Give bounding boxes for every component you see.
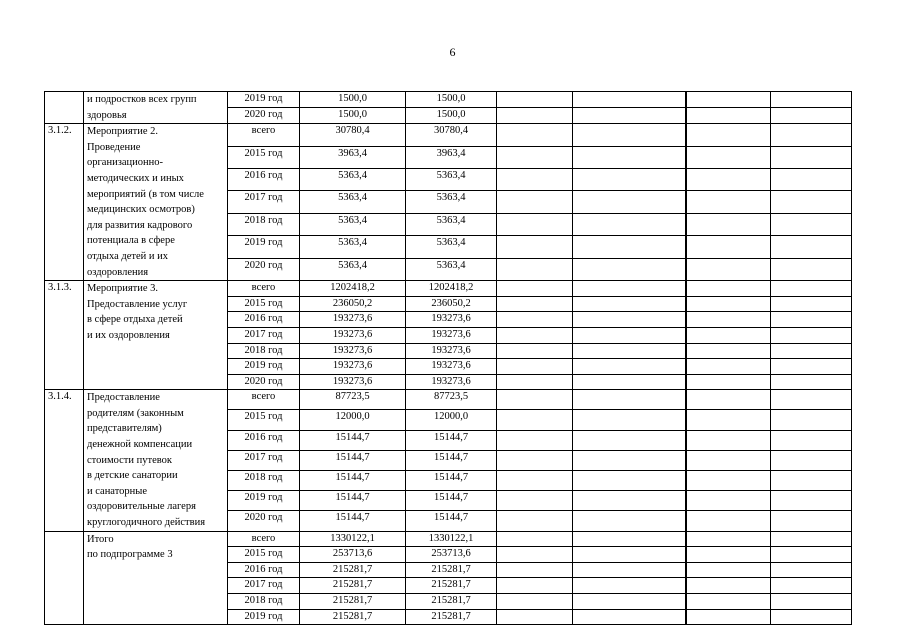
empty-cell <box>497 258 573 281</box>
budget-amount-cell: 193273,6 <box>406 343 497 359</box>
empty-cell <box>573 327 686 343</box>
empty-cell <box>771 547 852 563</box>
empty-cell <box>771 92 852 108</box>
empty-cell <box>573 390 686 410</box>
empty-cell <box>573 258 686 281</box>
year-cell: 2016 год <box>228 169 300 191</box>
budget-amount-cell: 15144,7 <box>406 450 497 470</box>
year-cell: 2018 год <box>228 213 300 235</box>
activity-name-line: потенциала в сфере <box>87 235 175 247</box>
total-amount-cell: 15144,7 <box>300 491 406 511</box>
budget-amount-cell: 3963,4 <box>406 146 497 168</box>
budget-amount-cell: 15144,7 <box>406 471 497 491</box>
table-row <box>45 390 852 410</box>
empty-cell <box>497 108 573 124</box>
year-cell: 2019 год <box>228 359 300 375</box>
total-amount-cell: 1500,0 <box>300 108 406 124</box>
empty-cell <box>573 594 686 610</box>
total-amount-cell: 193273,6 <box>300 374 406 390</box>
empty-cell <box>497 359 573 375</box>
empty-cell <box>573 124 686 146</box>
table-row <box>45 281 852 297</box>
row-number <box>45 531 84 625</box>
activity-name-line: оздоровления <box>87 266 149 278</box>
empty-cell <box>497 430 573 450</box>
empty-cell <box>687 213 771 235</box>
activity-name-line: Мероприятие 2. <box>87 126 159 138</box>
total-amount-cell: 12000,0 <box>300 410 406 430</box>
year-cell: 2020 год <box>228 258 300 281</box>
empty-cell <box>771 359 852 375</box>
empty-cell <box>573 471 686 491</box>
empty-cell <box>771 609 852 625</box>
activity-name-line: и их оздоровления <box>87 329 170 341</box>
empty-cell <box>573 511 686 531</box>
budget-amount-cell: 253713,6 <box>406 547 497 563</box>
activity-name <box>84 124 228 281</box>
year-cell: 2015 год <box>228 410 300 430</box>
empty-cell <box>687 108 771 124</box>
empty-cell <box>771 450 852 470</box>
activity-name-line: оздоровительные лагеря <box>87 501 196 513</box>
budget-amount-cell: 1330122,1 <box>406 531 497 547</box>
budget-amount-cell: 193273,6 <box>406 327 497 343</box>
activity-name-line: круглогодичного действия <box>87 517 206 529</box>
empty-cell <box>573 213 686 235</box>
empty-cell <box>573 296 686 312</box>
budget-amount-cell: 30780,4 <box>406 124 497 146</box>
empty-cell <box>497 511 573 531</box>
empty-cell <box>687 578 771 594</box>
year-cell: 2016 год <box>228 562 300 578</box>
empty-cell <box>497 327 573 343</box>
budget-amount-cell: 215281,7 <box>406 562 497 578</box>
empty-cell <box>771 312 852 328</box>
empty-cell <box>573 562 686 578</box>
year-cell: 2020 год <box>228 511 300 531</box>
total-amount-cell: 15144,7 <box>300 450 406 470</box>
empty-cell <box>771 281 852 297</box>
empty-cell <box>497 471 573 491</box>
empty-cell <box>497 169 573 191</box>
budget-amount-cell: 193273,6 <box>406 312 497 328</box>
empty-cell <box>573 531 686 547</box>
empty-cell <box>573 236 686 258</box>
empty-cell <box>687 281 771 297</box>
empty-cell <box>687 258 771 281</box>
empty-cell <box>573 191 686 213</box>
empty-cell <box>771 124 852 146</box>
empty-cell <box>497 410 573 430</box>
year-cell: 2016 год <box>228 430 300 450</box>
total-amount-cell: 5363,4 <box>300 258 406 281</box>
empty-cell <box>497 374 573 390</box>
activity-name <box>84 531 228 625</box>
empty-cell <box>497 281 573 297</box>
empty-cell <box>573 312 686 328</box>
activity-name-line: Предоставление <box>87 392 160 404</box>
total-amount-cell: 30780,4 <box>300 124 406 146</box>
year-cell: 2015 год <box>228 547 300 563</box>
empty-cell <box>771 491 852 511</box>
budget-amount-cell: 1202418,2 <box>406 281 497 297</box>
empty-cell <box>573 547 686 563</box>
empty-cell <box>573 281 686 297</box>
empty-cell <box>687 511 771 531</box>
empty-cell <box>687 374 771 390</box>
empty-cell <box>497 296 573 312</box>
year-cell: 2015 год <box>228 146 300 168</box>
total-amount-cell: 215281,7 <box>300 562 406 578</box>
empty-cell <box>687 531 771 547</box>
empty-cell <box>497 390 573 410</box>
empty-cell <box>687 471 771 491</box>
year-cell: 2017 год <box>228 191 300 213</box>
budget-amount-cell: 12000,0 <box>406 410 497 430</box>
empty-cell <box>497 531 573 547</box>
empty-cell <box>687 410 771 430</box>
empty-cell <box>687 327 771 343</box>
budget-table <box>44 91 852 625</box>
activity-name <box>84 390 228 531</box>
budget-amount-cell: 215281,7 <box>406 578 497 594</box>
empty-cell <box>573 343 686 359</box>
activity-name-line: организационно- <box>87 157 163 169</box>
empty-cell <box>687 430 771 450</box>
budget-amount-cell: 1500,0 <box>406 108 497 124</box>
budget-amount-cell: 5363,4 <box>406 169 497 191</box>
empty-cell <box>771 343 852 359</box>
empty-cell <box>687 191 771 213</box>
empty-cell <box>771 213 852 235</box>
budget-amount-cell: 236050,2 <box>406 296 497 312</box>
year-cell: 2020 год <box>228 374 300 390</box>
empty-cell <box>771 374 852 390</box>
empty-cell <box>497 343 573 359</box>
year-cell: 2018 год <box>228 594 300 610</box>
empty-cell <box>771 594 852 610</box>
budget-amount-cell: 193273,6 <box>406 374 497 390</box>
table-row <box>45 531 852 547</box>
table-row <box>45 124 852 146</box>
empty-cell <box>771 258 852 281</box>
total-amount-cell: 5363,4 <box>300 191 406 213</box>
empty-cell <box>497 450 573 470</box>
year-cell: 2018 год <box>228 471 300 491</box>
activity-name-line: для развития кадрового <box>87 219 193 231</box>
activity-name <box>84 281 228 390</box>
table-row <box>45 92 852 108</box>
empty-cell <box>573 169 686 191</box>
year-cell: 2020 год <box>228 108 300 124</box>
total-amount-cell: 15144,7 <box>300 471 406 491</box>
row-number: 3.1.4. <box>45 390 84 531</box>
total-amount-cell: 15144,7 <box>300 430 406 450</box>
empty-cell <box>771 327 852 343</box>
empty-cell <box>687 390 771 410</box>
activity-name-line: отдыха детей и их <box>87 250 168 262</box>
budget-amount-cell: 5363,4 <box>406 213 497 235</box>
empty-cell <box>497 491 573 511</box>
activity-name-line: мероприятий (в том числе <box>87 188 204 200</box>
empty-cell <box>687 491 771 511</box>
empty-cell <box>497 547 573 563</box>
total-amount-cell: 215281,7 <box>300 578 406 594</box>
total-amount-cell: 215281,7 <box>300 609 406 625</box>
empty-cell <box>687 359 771 375</box>
empty-cell <box>573 609 686 625</box>
empty-cell <box>687 124 771 146</box>
total-amount-cell: 193273,6 <box>300 327 406 343</box>
row-number: 3.1.2. <box>45 124 84 281</box>
empty-cell <box>771 562 852 578</box>
total-amount-cell: 5363,4 <box>300 213 406 235</box>
budget-amount-cell: 193273,6 <box>406 359 497 375</box>
activity-name-line: методических и иных <box>87 172 184 184</box>
empty-cell <box>497 312 573 328</box>
activity-name-line: по подпрограмме 3 <box>87 549 173 561</box>
empty-cell <box>687 236 771 258</box>
activity-name-line: Предоставление услуг <box>87 298 188 310</box>
empty-cell <box>771 410 852 430</box>
empty-cell <box>687 450 771 470</box>
empty-cell <box>687 169 771 191</box>
activity-name-line: Итого <box>87 533 114 545</box>
empty-cell <box>771 390 852 410</box>
budget-amount-cell: 15144,7 <box>406 491 497 511</box>
empty-cell <box>687 547 771 563</box>
page-number: 6 <box>449 45 456 59</box>
empty-cell <box>771 169 852 191</box>
activity-name-line: денежной компенсации <box>87 439 193 451</box>
year-cell: 2016 год <box>228 312 300 328</box>
empty-cell <box>497 213 573 235</box>
empty-cell <box>687 92 771 108</box>
total-amount-cell: 3963,4 <box>300 146 406 168</box>
empty-cell <box>771 511 852 531</box>
activity-name-line: стоимости путевок <box>87 454 172 466</box>
empty-cell <box>573 410 686 430</box>
year-cell: 2017 год <box>228 327 300 343</box>
empty-cell <box>573 359 686 375</box>
year-cell: 2018 год <box>228 343 300 359</box>
row-number: 3.1.3. <box>45 281 84 390</box>
total-amount-cell: 1202418,2 <box>300 281 406 297</box>
total-amount-cell: 1500,0 <box>300 92 406 108</box>
empty-cell <box>771 531 852 547</box>
empty-cell <box>497 562 573 578</box>
empty-cell <box>771 471 852 491</box>
budget-amount-cell: 87723,5 <box>406 390 497 410</box>
activity-name-line: Проведение <box>87 141 141 153</box>
year-cell: всего <box>228 124 300 146</box>
row-number <box>45 92 84 124</box>
empty-cell <box>687 594 771 610</box>
year-cell: 2019 год <box>228 92 300 108</box>
empty-cell <box>771 146 852 168</box>
empty-cell <box>687 562 771 578</box>
activity-name-line: представителям) <box>87 423 162 435</box>
empty-cell <box>497 594 573 610</box>
activity-name-line: в детские санатории <box>87 470 178 482</box>
total-amount-cell: 215281,7 <box>300 594 406 610</box>
activity-name-line: родителям (законным <box>87 407 184 419</box>
total-amount-cell: 253713,6 <box>300 547 406 563</box>
empty-cell <box>687 296 771 312</box>
activity-name-line: медицинских осмотров) <box>87 204 195 216</box>
activity-name-line: и санаторные <box>87 485 147 497</box>
year-cell: 2017 год <box>228 450 300 470</box>
total-amount-cell: 87723,5 <box>300 390 406 410</box>
activity-name-line: здоровья <box>87 109 127 121</box>
budget-amount-cell: 15144,7 <box>406 511 497 531</box>
empty-cell <box>573 430 686 450</box>
total-amount-cell: 1330122,1 <box>300 531 406 547</box>
year-cell: 2015 год <box>228 296 300 312</box>
budget-amount-cell: 215281,7 <box>406 594 497 610</box>
total-amount-cell: 5363,4 <box>300 169 406 191</box>
budget-amount-cell: 5363,4 <box>406 191 497 213</box>
empty-cell <box>573 491 686 511</box>
total-amount-cell: 5363,4 <box>300 236 406 258</box>
year-cell: всего <box>228 531 300 547</box>
empty-cell <box>687 146 771 168</box>
year-cell: всего <box>228 281 300 297</box>
empty-cell <box>497 146 573 168</box>
empty-cell <box>573 578 686 594</box>
empty-cell <box>497 191 573 213</box>
empty-cell <box>573 450 686 470</box>
total-amount-cell: 193273,6 <box>300 312 406 328</box>
empty-cell <box>497 236 573 258</box>
activity-name <box>84 92 228 124</box>
budget-amount-cell: 215281,7 <box>406 609 497 625</box>
total-amount-cell: 236050,2 <box>300 296 406 312</box>
total-amount-cell: 193273,6 <box>300 359 406 375</box>
activity-name-line: Мероприятие 3. <box>87 283 159 295</box>
empty-cell <box>771 236 852 258</box>
budget-amount-cell: 15144,7 <box>406 430 497 450</box>
empty-cell <box>771 296 852 312</box>
empty-cell <box>497 578 573 594</box>
total-amount-cell: 193273,6 <box>300 343 406 359</box>
empty-cell <box>497 609 573 625</box>
empty-cell <box>497 92 573 108</box>
year-cell: 2019 год <box>228 236 300 258</box>
empty-cell <box>573 374 686 390</box>
empty-cell <box>687 609 771 625</box>
budget-amount-cell: 5363,4 <box>406 258 497 281</box>
year-cell: 2019 год <box>228 609 300 625</box>
year-cell: 2017 год <box>228 578 300 594</box>
empty-cell <box>771 578 852 594</box>
empty-cell <box>771 430 852 450</box>
empty-cell <box>771 191 852 213</box>
empty-cell <box>573 92 686 108</box>
year-cell: всего <box>228 390 300 410</box>
empty-cell <box>573 108 686 124</box>
empty-cell <box>497 124 573 146</box>
budget-amount-cell: 1500,0 <box>406 92 497 108</box>
total-amount-cell: 15144,7 <box>300 511 406 531</box>
empty-cell <box>687 343 771 359</box>
empty-cell <box>687 312 771 328</box>
empty-cell <box>573 146 686 168</box>
activity-name-line: в сфере отдыха детей <box>87 314 183 326</box>
activity-name-line: и подростков всех групп <box>87 94 197 105</box>
budget-amount-cell: 5363,4 <box>406 236 497 258</box>
empty-cell <box>771 108 852 124</box>
year-cell: 2019 год <box>228 491 300 511</box>
